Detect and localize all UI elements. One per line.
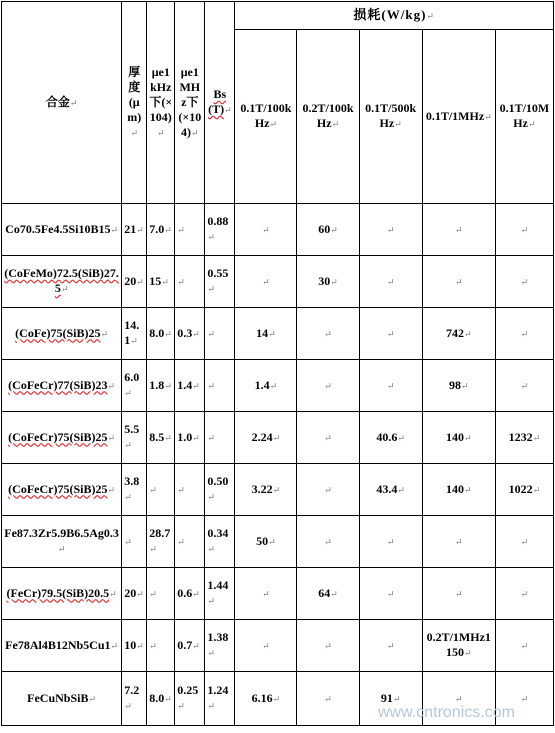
loss-cell: 140↵ <box>422 464 495 516</box>
loss-cell: ↵ <box>495 620 553 672</box>
loss-cell: ↵ <box>495 308 553 360</box>
table-row <box>2 568 554 620</box>
loss-cell: ↵ <box>297 620 359 672</box>
loss-cell: ↵ <box>235 204 297 256</box>
mu-1k-cell: 7.0↵ <box>147 204 175 256</box>
loss-cell: 3.22↵ <box>235 464 297 516</box>
loss-cell: ↵ <box>359 620 422 672</box>
mu-1k-cell: ↵ <box>147 464 175 516</box>
loss-cell: ↵ <box>495 516 553 568</box>
mu-1k-cell: 8.0↵ <box>147 308 175 360</box>
loss-cell: 43.4↵ <box>359 464 422 516</box>
header-loss-col: 0.1T/10MHz↵ <box>495 30 553 204</box>
thickness-cell: 7.2↵ <box>122 672 147 726</box>
table-row <box>2 308 554 360</box>
loss-cell: 50↵ <box>235 516 297 568</box>
bs-cell: 0.50↵ <box>205 464 235 516</box>
alloy-cell: Fe87.3Zr5.9B6.5Ag0.3↵ <box>2 516 122 568</box>
header-bs: Bs(T)↵ <box>205 2 235 204</box>
alloy-cell: (CoFeCr)75(SiB)25↵ <box>2 464 122 516</box>
header-loss-col: 0.1T/100kHz↵ <box>235 30 297 204</box>
loss-cell: 91↵ <box>359 672 422 726</box>
loss-cell: ↵ <box>359 516 422 568</box>
mu-1M-cell: ↵ <box>175 256 205 308</box>
thickness-cell: 21↵ <box>122 204 147 256</box>
mu-1M-cell: ↵ <box>175 516 205 568</box>
thickness-cell: 5.5↵ <box>122 412 147 464</box>
mu-1M-cell: 1.4↵ <box>175 360 205 412</box>
mu-1M-cell: 0.7↵ <box>175 620 205 672</box>
loss-cell: 1.4↵ <box>235 360 297 412</box>
mu-1k-cell: ↵ <box>147 620 175 672</box>
loss-cell: 1022↵ <box>495 464 553 516</box>
alloy-properties-table <box>1 1 554 726</box>
loss-cell: 40.6↵ <box>359 412 422 464</box>
mu-1M-cell: 0.25↵ <box>175 672 205 726</box>
loss-cell: ↵ <box>495 672 553 726</box>
loss-cell: ↵ <box>495 568 553 620</box>
loss-cell: ↵ <box>422 672 495 726</box>
alloy-cell: (CoFe)75(SiB)25↵ <box>2 308 122 360</box>
header-mu-1khz: μe1kHz下(×104)↵ <box>147 2 175 204</box>
mu-1k-cell: 1.8↵ <box>147 360 175 412</box>
loss-cell: ↵ <box>422 516 495 568</box>
loss-cell: ↵ <box>495 204 553 256</box>
loss-cell: ↵ <box>297 360 359 412</box>
loss-cell: ↵ <box>297 308 359 360</box>
loss-cell: ↵ <box>297 672 359 726</box>
loss-cell: 60↵ <box>297 204 359 256</box>
loss-cell: ↵ <box>422 256 495 308</box>
alloy-cell: (FeCr)79.5(SiB)20.5↵ <box>2 568 122 620</box>
table-row <box>2 204 554 256</box>
loss-cell: 14↵ <box>235 308 297 360</box>
header-loss-col: 0.1T/1MHz↵ <box>422 30 495 204</box>
thickness-cell: 10↵ <box>122 620 147 672</box>
loss-cell: ↵ <box>235 568 297 620</box>
thickness-cell: 14.1↵ <box>122 308 147 360</box>
loss-cell: ↵ <box>495 360 553 412</box>
bs-cell: 0.34↵ <box>205 516 235 568</box>
bs-cell: ↵ <box>205 360 235 412</box>
bs-cell: 1.44↵ <box>205 568 235 620</box>
table-row <box>2 360 554 412</box>
thickness-cell: 3.8↵ <box>122 464 147 516</box>
header-loss-col: 0.2T/100kHz↵ <box>297 30 359 204</box>
alloy-cell: Fe78Al4B12Nb5Cu1↵ <box>2 620 122 672</box>
alloy-cell: Co70.5Fe4.5Si10B15↵ <box>2 204 122 256</box>
loss-cell: ↵ <box>495 256 553 308</box>
mu-1M-cell: 1.0↵ <box>175 412 205 464</box>
loss-cell: ↵ <box>359 308 422 360</box>
thickness-cell: ↵ <box>122 516 147 568</box>
loss-cell: 30↵ <box>297 256 359 308</box>
thickness-cell: 20↵ <box>122 256 147 308</box>
table-row <box>2 412 554 464</box>
loss-cell: 742↵ <box>422 308 495 360</box>
mu-1k-cell: ↵ <box>147 568 175 620</box>
loss-cell: ↵ <box>235 256 297 308</box>
mu-1M-cell: 0.6↵ <box>175 568 205 620</box>
loss-cell: ↵ <box>359 568 422 620</box>
header-row-1 <box>2 2 554 30</box>
loss-cell: ↵ <box>235 620 297 672</box>
header-loss-group: 损耗(W/kg)↵ <box>235 2 554 30</box>
mu-1k-cell: 8.5↵ <box>147 412 175 464</box>
loss-cell: ↵ <box>359 256 422 308</box>
mu-1M-cell: ↵ <box>175 204 205 256</box>
loss-cell: ↵ <box>297 412 359 464</box>
loss-cell: 140↵ <box>422 412 495 464</box>
loss-cell: 6.16↵ <box>235 672 297 726</box>
mu-1k-cell: 15↵ <box>147 256 175 308</box>
loss-cell: ↵ <box>422 568 495 620</box>
mu-1k-cell: 28.7↵ <box>147 516 175 568</box>
thickness-cell: 6.0↵ <box>122 360 147 412</box>
loss-cell: 64↵ <box>297 568 359 620</box>
bs-cell: 0.55↵ <box>205 256 235 308</box>
alloy-cell: FeCuNbSiB↵ <box>2 672 122 726</box>
mu-1M-cell: 0.3↵ <box>175 308 205 360</box>
alloy-cell: (CoFeCr)75(SiB)25↵ <box>2 412 122 464</box>
mu-1k-cell: 8.0↵ <box>147 672 175 726</box>
header-thickness: 厚度(μm)↵ <box>122 2 147 204</box>
loss-cell: 98↵ <box>422 360 495 412</box>
table-row <box>2 516 554 568</box>
bs-cell: 1.38↵ <box>205 620 235 672</box>
thickness-cell: 20↵ <box>122 568 147 620</box>
header-mu-1mhz: μe1MHz下(×104)↵ <box>175 2 205 204</box>
header-loss-col: 0.1T/500kHz↵ <box>359 30 422 204</box>
loss-cell: ↵ <box>359 360 422 412</box>
alloy-cell: (CoFeCr)77(SiB)23↵ <box>2 360 122 412</box>
table-row <box>2 256 554 308</box>
header-alloy: 合金↵ <box>2 2 122 204</box>
table-row <box>2 464 554 516</box>
loss-cell: ↵ <box>359 204 422 256</box>
mu-1M-cell: ↵ <box>175 464 205 516</box>
loss-cell: ↵ <box>297 464 359 516</box>
table-row <box>2 620 554 672</box>
bs-cell: 1.24↵ <box>205 672 235 726</box>
loss-cell: 0.2T/1MHz1150↵ <box>422 620 495 672</box>
loss-cell: 2.24↵ <box>235 412 297 464</box>
loss-cell: ↵ <box>297 516 359 568</box>
loss-cell: 1232↵ <box>495 412 553 464</box>
watermark: www.cntronics.com <box>378 704 515 721</box>
loss-cell: ↵ <box>422 204 495 256</box>
alloy-cell: (CoFeMo)72.5(SiB)27.5↵ <box>2 256 122 308</box>
bs-cell: ↵ <box>205 308 235 360</box>
bs-cell: 0.88↵ <box>205 204 235 256</box>
bs-cell: ↵ <box>205 412 235 464</box>
